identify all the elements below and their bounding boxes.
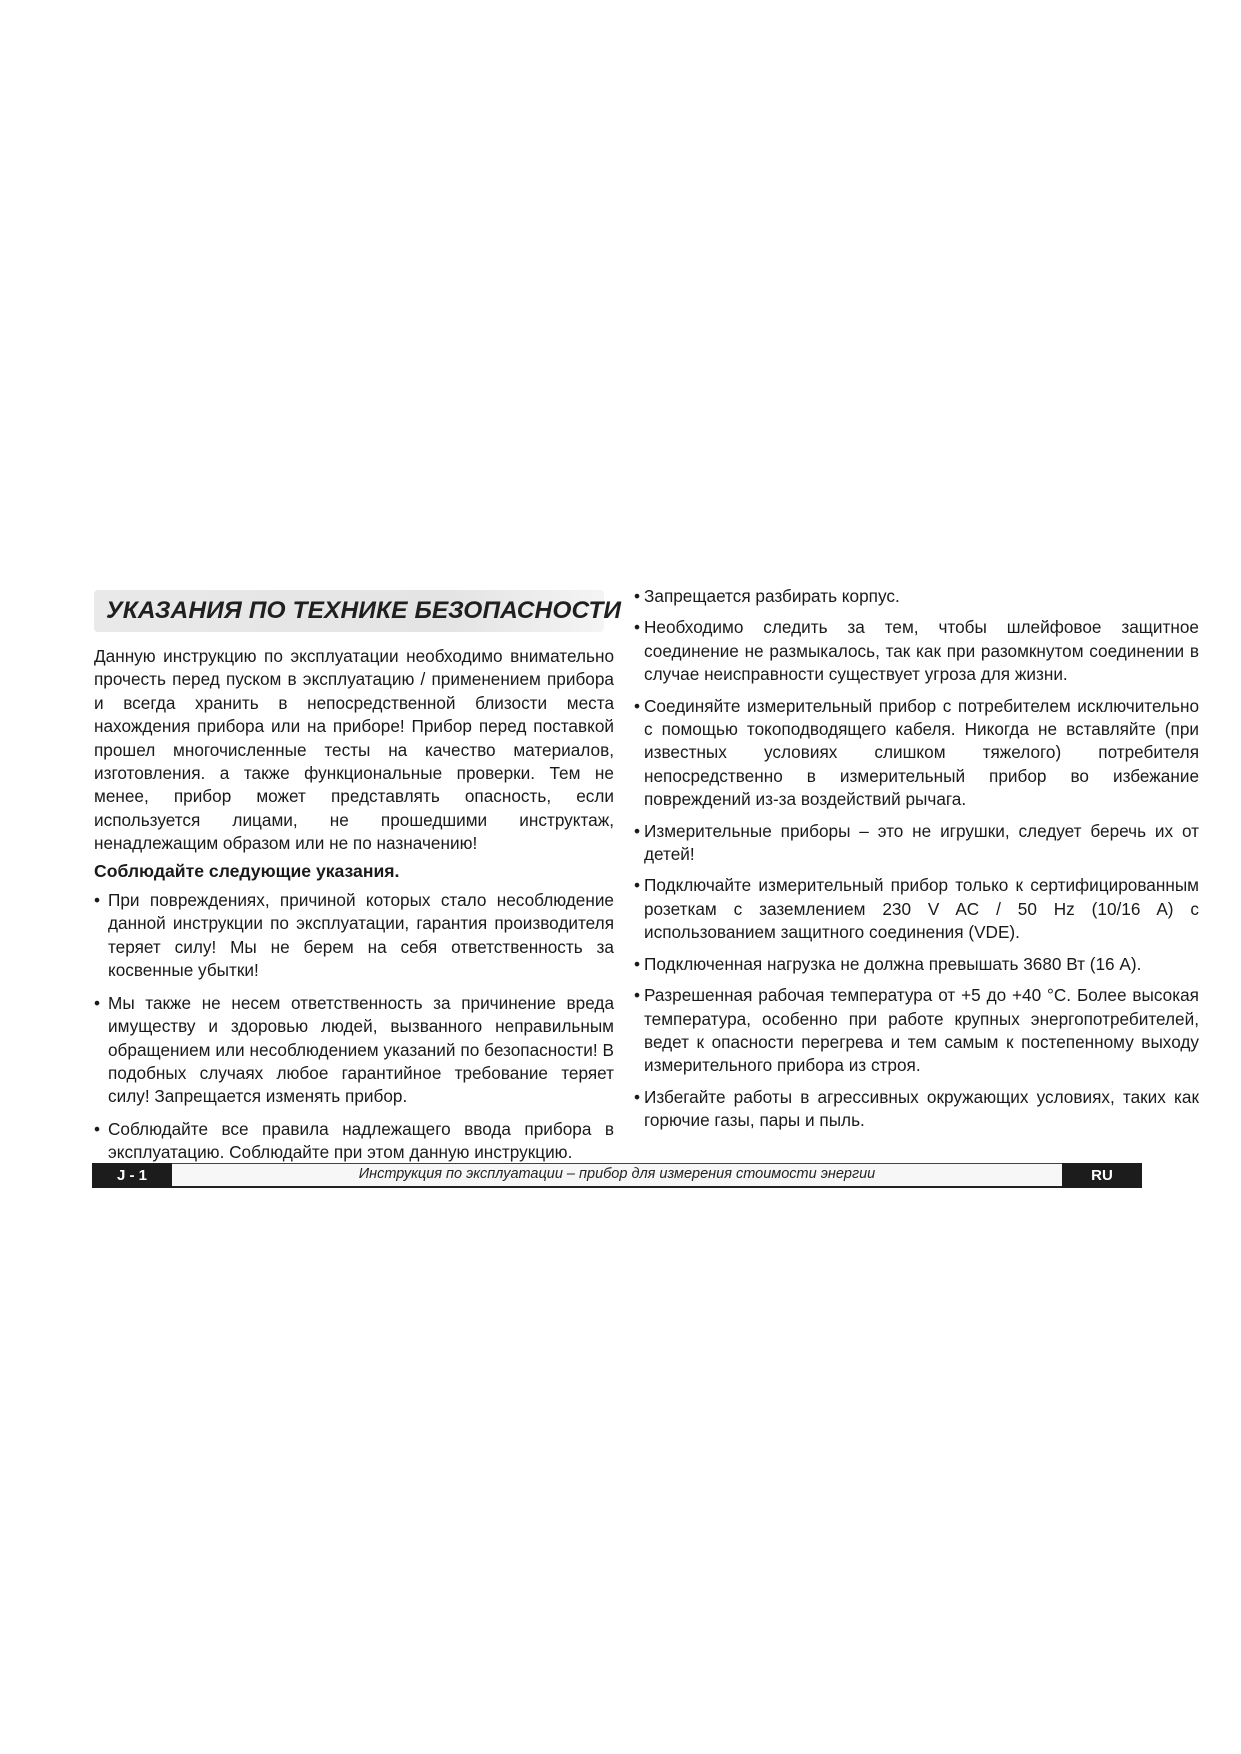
instructions-subheading: Соблюдайте следующие указания. — [94, 860, 400, 881]
bullet-icon: • — [634, 820, 641, 841]
list-item — [634, 984, 1199, 1078]
language-badge: RU — [1062, 1163, 1142, 1188]
list-item — [634, 585, 1199, 608]
list-item — [634, 820, 1199, 867]
bullet-icon: • — [94, 890, 101, 911]
left-bullet-list — [94, 889, 614, 1164]
bullet-icon: • — [634, 875, 641, 896]
bullet-icon: • — [634, 617, 641, 638]
list-item — [634, 1086, 1199, 1133]
footer-title: Инструкция по эксплуатации – прибор для измерения стоимости энергии — [358, 1166, 876, 1182]
list-item-text: Необходимо следить за тем, чтобы шлейфовое защитное соединение не размыкалось, так как при разомкнутом соединении в случае неисправности существует угроза для жизни. — [644, 617, 1199, 685]
bullet-icon: • — [94, 992, 101, 1013]
list-item-text: Подключайте измерительный прибор только к сертифицированным розеткам с заземлением 230 V AC / 50 Hz (10/16 A) с использованием защитного соединения (VDE). — [644, 875, 1199, 943]
list-item — [634, 953, 1199, 976]
list-item-text: Избегайте работы в агрессивных окружающих условиях, таких как горючие газы, пары и пыль. — [644, 1086, 1199, 1131]
list-item-text: Разрешенная рабочая температура от +5 до +40 °C. Более высокая температура, особенно при работе крупных энергопотребителей, ведет к опасности перегрева и тем самым к постепенному выходу измерительного прибора из строя. — [644, 985, 1199, 1076]
list-item-text: Соединяйте измерительный прибор с потребителем исключительно с помощью токоподводящего кабеля. Никогда не вставляйте (при известных условиях слишком тяжелого) потребителя непосредственно в измерительный прибор во избежание повреждений из-за воздействий рычага. — [644, 695, 1199, 810]
list-item-text: Измерительные приборы – это не игрушки, следует беречь их от детей! — [644, 820, 1199, 865]
list-item — [94, 1118, 614, 1165]
section-title: УКАЗАНИЯ ПО ТЕХНИКЕ БЕЗОПАСНОСТИ — [106, 597, 622, 624]
list-item-text: При повреждениях, причиной которых стало несоблюдение данной инструкции по эксплуатации, гарантия производителя теряет силу! Мы не берем на себя ответственность за косвенные убытки! — [108, 890, 614, 981]
list-item-text: Мы также не несем ответственность за причинение вреда имуществу и здоровью людей, вызванного неправильным обращением или несоблюдением указаний по безопасности! В подобных случаях любое гарантийное требование теряет силу! Запрещается изменять прибор. — [108, 992, 614, 1107]
page-number: J - 1 — [92, 1163, 172, 1188]
intro-paragraph: Данную инструкцию по эксплуатации необходимо внимательно прочесть перед пуском в эксплуатацию / применением прибора и всегда хранить в непосредственной близости места нахождения прибора или на приборе! Прибор перед поставкой прошел многочисленные тесты на качество материалов, изготовления. а также функциональные проверки. Тем не менее, прибор может представлять опасность, если используется лицами, не прошедшими инструктаж, ненадлежащим образом или не по назначению! — [94, 646, 614, 854]
bullet-icon: • — [94, 1118, 101, 1139]
bullet-icon: • — [634, 953, 641, 974]
right-bullet-list — [634, 585, 1199, 1133]
bullet-icon: • — [634, 586, 641, 606]
bullet-icon: • — [634, 695, 641, 716]
list-item-text: Запрещается разбирать корпус. — [644, 586, 900, 606]
list-item — [634, 874, 1199, 944]
list-item — [94, 992, 614, 1109]
list-item-text: Соблюдайте все правила надлежащего ввода прибора в эксплуатацию. Соблюдайте при этом данную инструкцию. — [108, 1118, 614, 1163]
list-item-text: Подключенная нагрузка не должна превышать 3680 Вт (16 A). — [644, 953, 1142, 974]
list-item — [634, 616, 1199, 686]
bullet-icon: • — [634, 985, 641, 1006]
left-column — [94, 645, 614, 1174]
right-column — [634, 585, 1199, 1141]
list-item — [634, 695, 1199, 812]
bullet-icon: • — [634, 1086, 641, 1107]
list-item — [94, 889, 614, 983]
